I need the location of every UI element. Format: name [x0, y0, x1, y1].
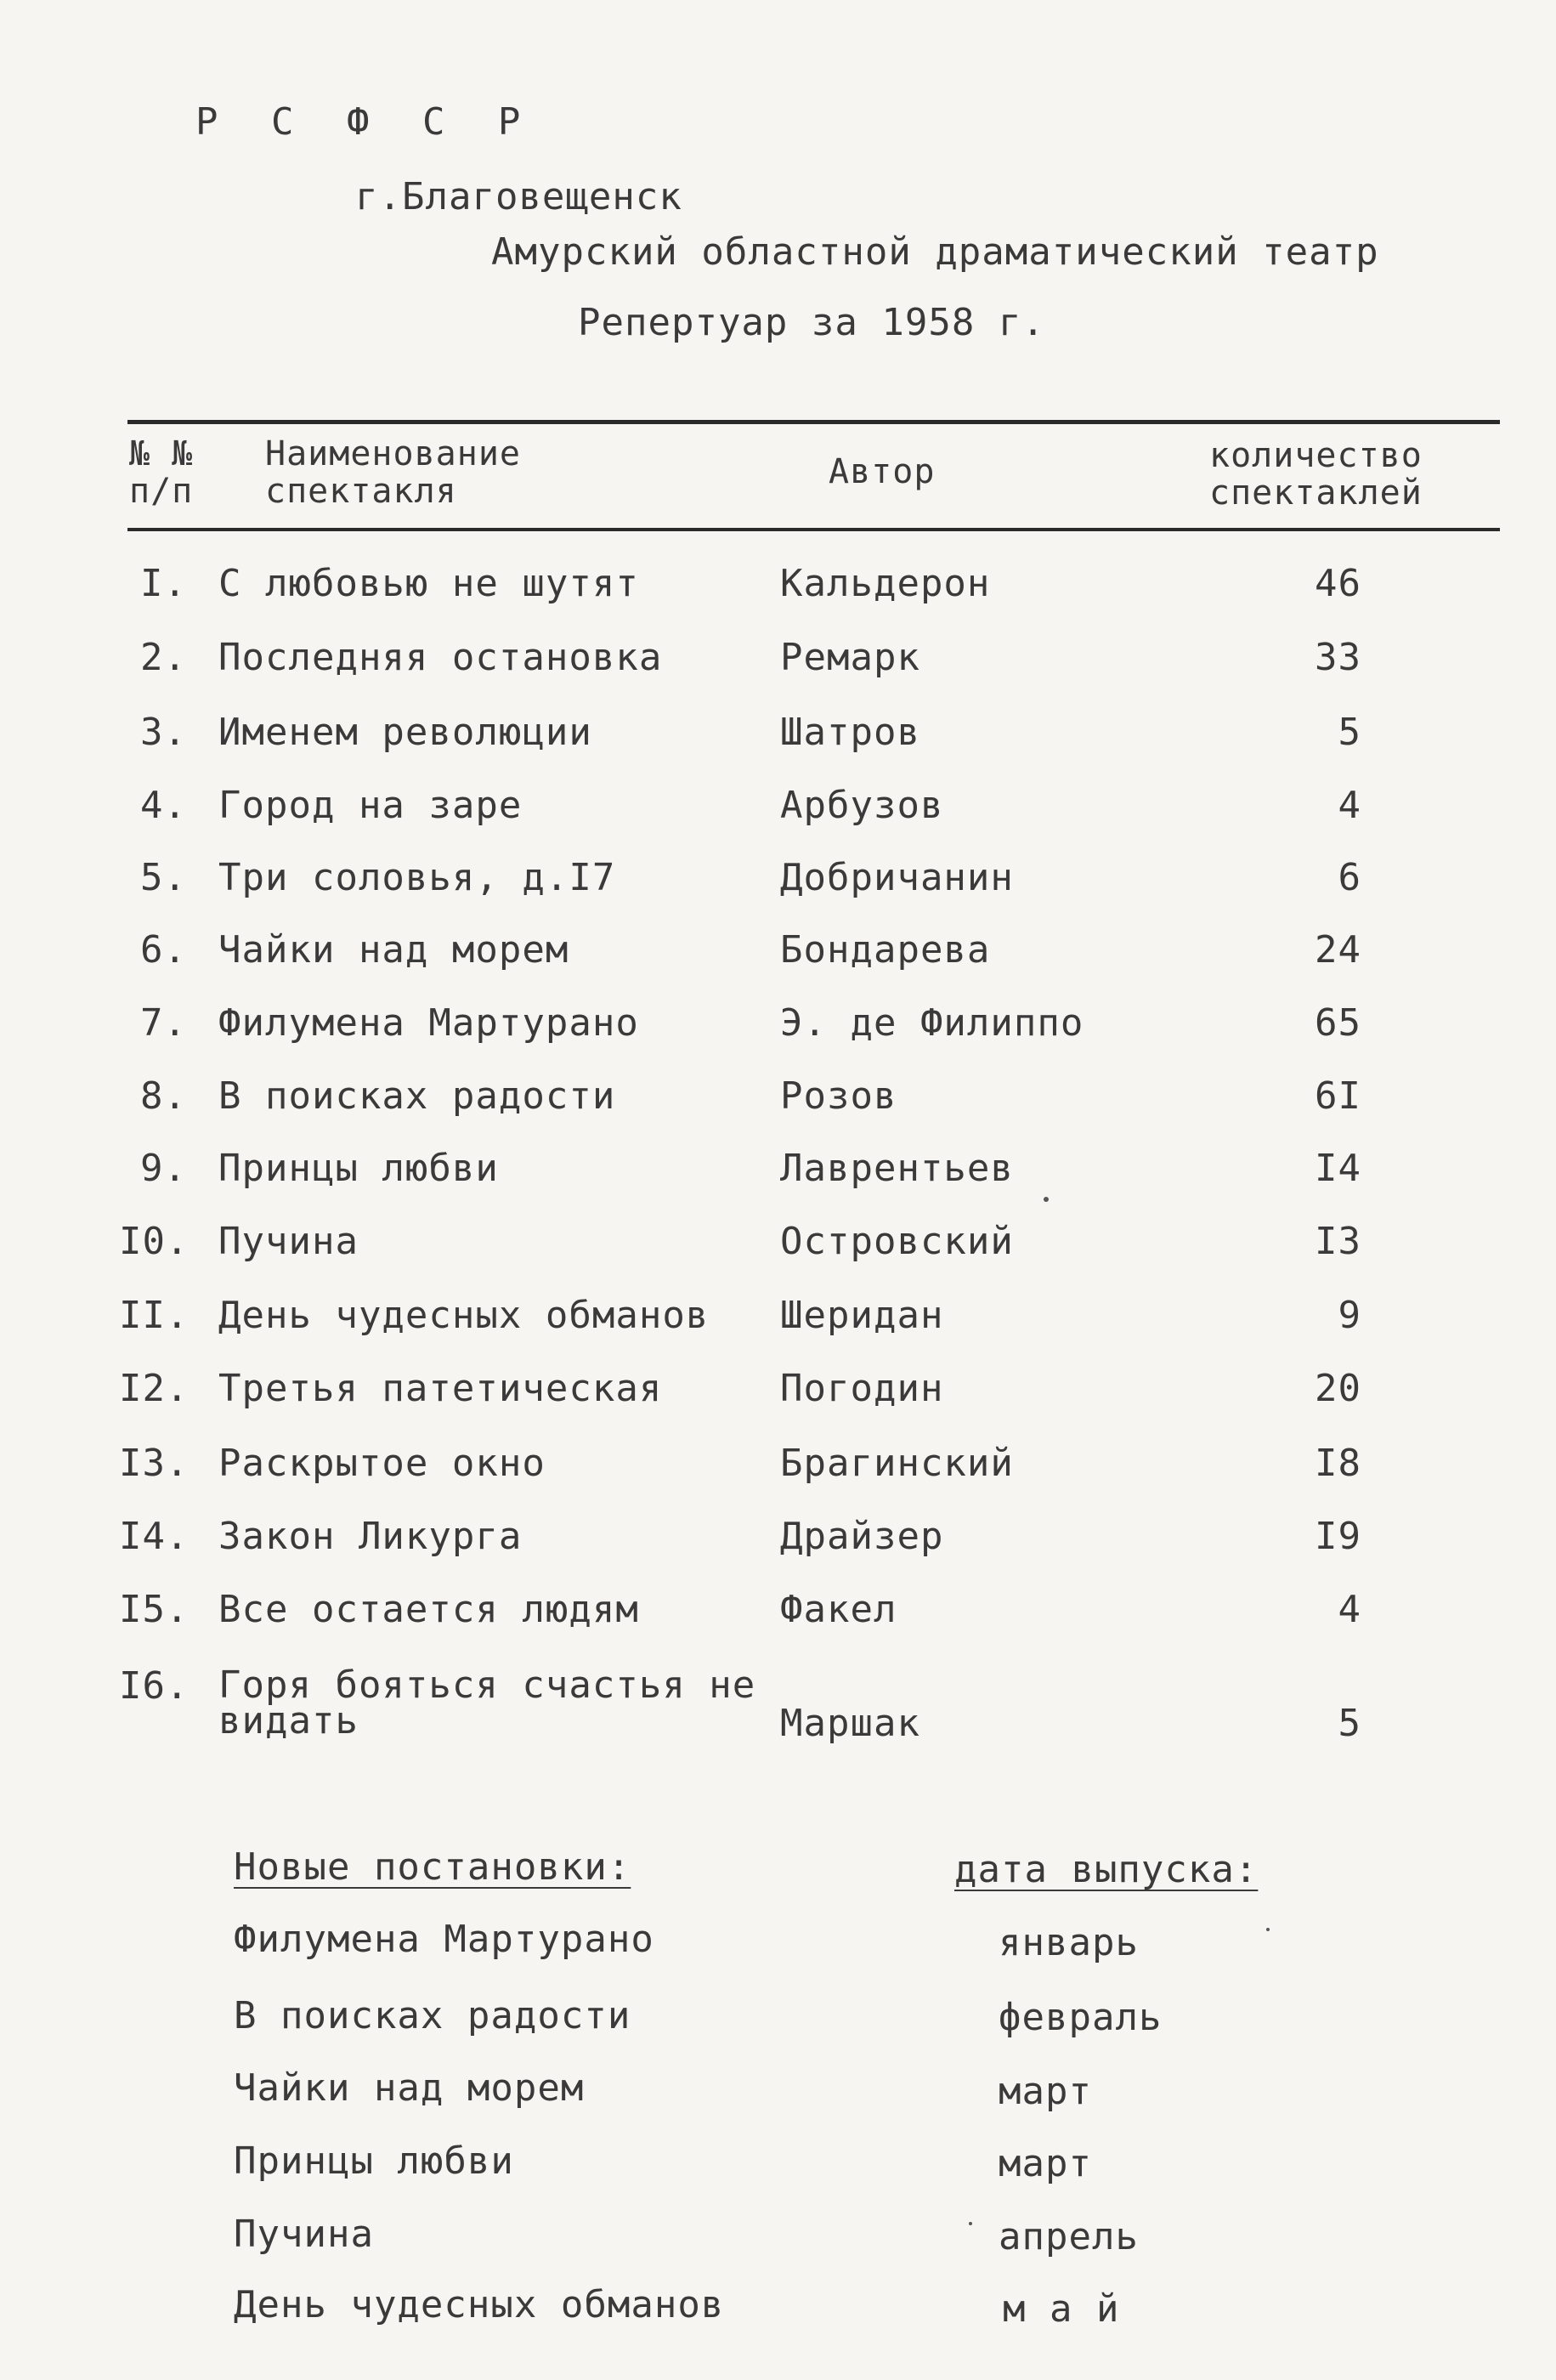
row-4-author: Арбузов: [780, 784, 944, 827]
row-5-author: Добричанин: [780, 856, 1014, 899]
new-production-2-title: В поисках радости: [234, 1994, 631, 2037]
row-15-author: Факел: [780, 1588, 897, 1631]
row-4-count: 4: [1338, 784, 1361, 827]
col-header-author: Автор: [829, 452, 936, 491]
row-4-name: Город на заре: [218, 784, 523, 827]
row-15-count: 4: [1338, 1588, 1361, 1631]
col-header-name: Наименование спектакля: [265, 434, 521, 511]
row-9-name: Принцы любви: [218, 1147, 499, 1190]
row-7-num: 7.: [140, 1001, 187, 1045]
row-1-name: С любовью не шутят: [218, 562, 639, 605]
row-10-author: Островский: [780, 1220, 1014, 1263]
row-12-author: Погодин: [780, 1367, 944, 1410]
new-production-3-title: Чайки над морем: [234, 2066, 585, 2110]
row-15-name: Все остается людям: [218, 1588, 639, 1631]
scan-speck: [1044, 1197, 1049, 1202]
row-6-name: Чайки над морем: [218, 928, 569, 972]
document-title: Репертуар за 1958 г.: [578, 301, 1045, 344]
row-12-name: Третья патетическая: [218, 1367, 663, 1410]
row-14-count: I9: [1315, 1515, 1361, 1558]
row-16-author: Маршак: [780, 1702, 920, 1745]
row-5-num: 5.: [140, 856, 187, 899]
row-11-author: Шеридан: [780, 1294, 944, 1337]
row-11-name: День чудесных обманов: [218, 1294, 710, 1337]
row-6-count: 24: [1315, 928, 1361, 972]
row-8-count: 6I: [1315, 1074, 1361, 1118]
new-production-3-date: март: [999, 2070, 1092, 2113]
row-2-author: Ремарк: [780, 636, 920, 679]
row-13-author: Брагинский: [780, 1442, 1014, 1485]
new-production-5-date: апрель: [999, 2215, 1139, 2258]
row-8-name: В поисках радости: [218, 1074, 616, 1118]
row-6-author: Бондарева: [780, 928, 991, 972]
header-republic: Р С Ф С Р: [195, 100, 536, 144]
new-production-1-date: январь: [999, 1921, 1139, 1964]
row-3-count: 5: [1338, 711, 1361, 754]
row-9-author: Лаврентьев: [780, 1147, 1014, 1190]
row-1-author: Кальдерон: [780, 562, 991, 605]
scan-speck: [969, 2222, 972, 2225]
row-16-name: Горя бояться счастья не видать: [218, 1663, 756, 1742]
row-16-num: I6.: [119, 1664, 190, 1708]
new-production-2-date: февраль: [999, 1996, 1163, 2039]
row-9-num: 9.: [140, 1147, 187, 1190]
row-7-name: Филумена Мартурано: [218, 1001, 639, 1045]
row-5-count: 6: [1338, 856, 1361, 899]
new-production-6-date: м а й: [1003, 2287, 1120, 2331]
row-15-num: I5.: [119, 1588, 190, 1631]
header-theatre: Амурский областной драматический театр: [491, 230, 1379, 274]
row-14-name: Закон Ликурга: [218, 1515, 523, 1558]
new-production-4-title: Принцы любви: [234, 2139, 514, 2183]
scan-speck: [1266, 1928, 1270, 1931]
row-9-count: I4: [1315, 1147, 1361, 1190]
new-productions-heading: Новые постановки:: [234, 1845, 631, 1889]
row-14-author: Драйзер: [780, 1515, 944, 1558]
new-production-1-title: Филумена Мартурано: [234, 1918, 654, 1961]
row-6-num: 6.: [140, 928, 187, 972]
row-10-num: I0.: [119, 1220, 190, 1263]
row-13-count: I8: [1315, 1442, 1361, 1485]
new-production-6-title: День чудесных обманов: [234, 2283, 725, 2326]
row-11-num: II.: [119, 1294, 190, 1337]
row-7-count: 65: [1315, 1001, 1361, 1045]
row-1-count: 46: [1315, 562, 1361, 605]
row-13-name: Раскрытое окно: [218, 1442, 546, 1485]
new-production-5-title: Пучина: [234, 2213, 374, 2256]
row-10-count: I3: [1315, 1220, 1361, 1263]
row-8-author: Розов: [780, 1074, 897, 1118]
row-1-num: I.: [140, 562, 187, 605]
col-header-num: № № п/п: [129, 434, 194, 511]
row-5-name: Три соловья, д.I7: [218, 856, 616, 899]
table-header-rule: [127, 528, 1500, 531]
row-12-num: I2.: [119, 1367, 190, 1410]
row-12-count: 20: [1315, 1367, 1361, 1410]
new-production-4-date: март: [999, 2142, 1092, 2185]
row-4-num: 4.: [140, 784, 187, 827]
row-3-num: 3.: [140, 711, 187, 754]
row-3-name: Именем революции: [218, 711, 592, 754]
row-7-author: Э. де Филиппо: [780, 1001, 1084, 1045]
header-city: г.Благовещенск: [355, 175, 682, 218]
row-2-name: Последняя остановка: [218, 636, 663, 679]
row-11-count: 9: [1338, 1294, 1361, 1337]
row-13-num: I3.: [119, 1442, 190, 1485]
row-3-author: Шатров: [780, 711, 920, 754]
row-8-num: 8.: [140, 1074, 187, 1118]
row-16-count: 5: [1338, 1702, 1361, 1745]
table-top-rule: [127, 420, 1500, 424]
row-10-name: Пучина: [218, 1220, 359, 1263]
row-14-num: I4.: [119, 1515, 190, 1558]
row-2-count: 33: [1315, 636, 1361, 679]
row-2-num: 2.: [140, 636, 187, 679]
col-header-count: количество спектаклей: [1209, 436, 1423, 513]
release-date-heading: дата выпуска:: [954, 1848, 1259, 1891]
